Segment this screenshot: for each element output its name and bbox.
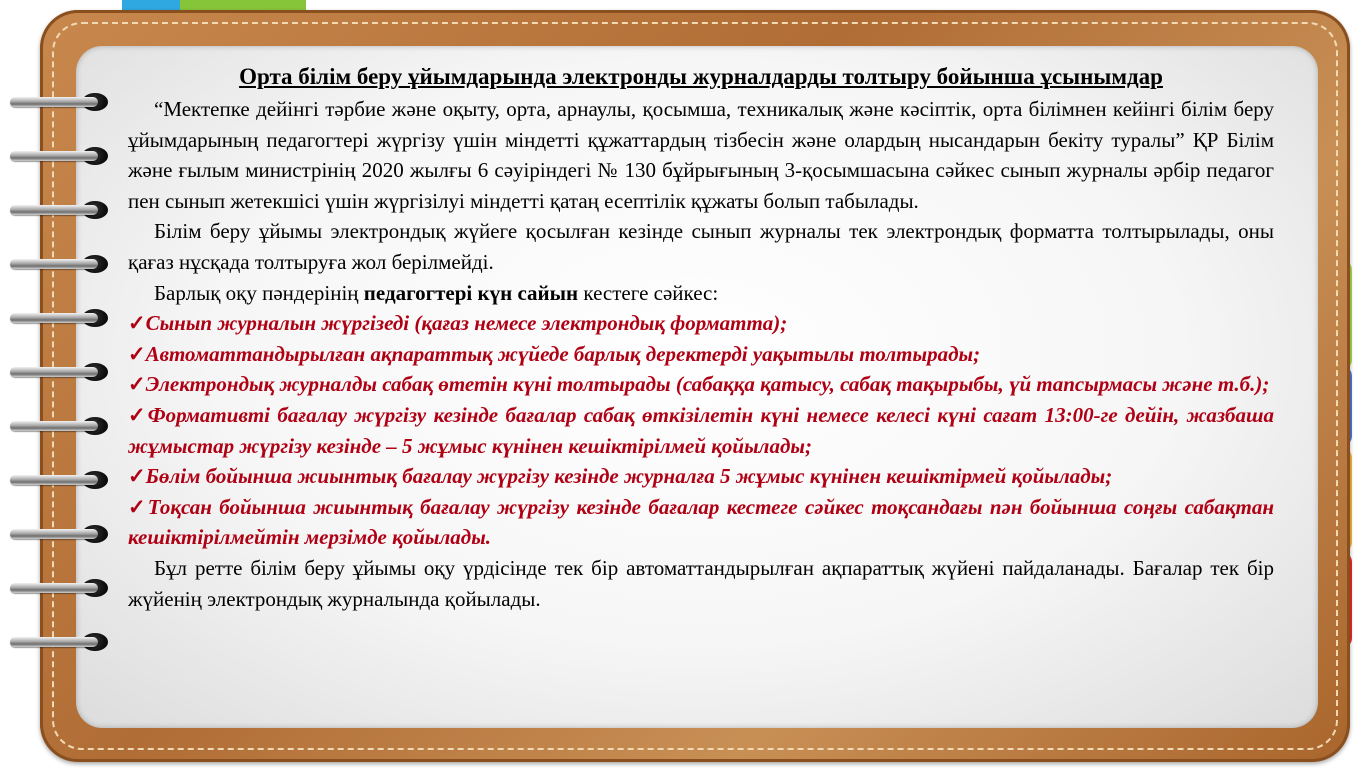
ring-wire [10, 637, 98, 647]
checklist-item-text: Сынып журналын жүргізеді (қағаз немесе электрондық форматта); [145, 311, 788, 336]
binding-ring [10, 254, 106, 274]
paragraph-electronic-format: Білім беру ұйымы электрондық жүйеге қосылған кезінде сынып журналы тек электрондық форматта толтырылады, оны қағаз нұсқада толтыруға жол берілмейді. [128, 219, 1274, 274]
emphasis-text: педагогтері күн сайын [363, 280, 579, 305]
checklist-item-text: Электрондық журналды сабақ өтетін күні толтырады (сабаққа қатысу, сабақ тақырыбы, үй тапсырмасы және т.б.); [145, 372, 1270, 397]
binding-ring [10, 200, 106, 220]
binding-ring [10, 416, 106, 436]
checklist-item-text: Бөлім бойынша жиынтық бағалау жүргізу кезінде журналға 5 жұмыс күнінен кешіктірмей қойылады; [145, 464, 1113, 489]
checklist-item [128, 492, 1274, 553]
ring-wire [10, 97, 98, 107]
checklist [128, 308, 1274, 553]
binding-ring [10, 92, 106, 112]
checklist-item-text: Автоматтандырылған ақпараттық жүйеде барлық деректерді уақытылы толтырады; [145, 341, 981, 366]
paragraph-text-after: кестеге сәйкес: [578, 280, 719, 305]
document-title: Орта білім беру ұйымдарында электронды журналдарды толтыру бойынша ұсынымдар [239, 64, 1163, 89]
checklist-item [128, 308, 1274, 339]
ring-wire [10, 367, 98, 377]
paragraph-intro: “Мектепке дейінгі тәрбие және оқыту, орта, арнаулы, қосымша, техникалық және кәсіптік, орта білімнен кейінгі білім беру ұйымдарының педагогтері жүргізу үшін міндетті құжаттардың тізбесін және олардың нысандарын бекіту туралы” ҚР Білім және ғылым министрінің 2020 жылғы 6 сәуіріндегі № 130 бұйрығының 3-қосымшасына сәйкес сынып журналы әрбір педагог пен сынып жетекшісі үшін жүргізілуі міндетті қатаң есептілік құжаты болып табылады. [128, 97, 1274, 213]
binding-ring [10, 524, 106, 544]
checkmark-icon: ✓ [128, 311, 146, 336]
checklist-item-text: Тоқсан бойынша жиынтық бағалау жүргізу кезінде бағалар кестеге сәйкес тоқсандағы пән бойынша соңғы сабақтан кешіктірілмейтін мерзімде қойылады. [128, 494, 1274, 550]
document-body [128, 62, 1274, 614]
ring-wire [10, 313, 98, 323]
ring-wire [10, 259, 98, 269]
paragraph-single-system: Бұл ретте білім беру ұйымы оқу үрдісінде тек бір автоматтандырылған ақпараттық жүйені пайдаланады. Бағалар тек бір жүйенің электрондық журналында қойылады. [128, 555, 1274, 611]
ring-wire [10, 475, 98, 485]
checklist-item [128, 369, 1274, 400]
binding-ring [10, 308, 106, 328]
binding-ring [10, 470, 106, 490]
binding-ring [10, 632, 106, 652]
checkmark-icon: ✓ [128, 341, 146, 366]
ring-wire [10, 205, 98, 215]
paragraph-teachers-daily [128, 278, 1274, 309]
checklist-item [128, 339, 1274, 370]
binding-ring [10, 578, 106, 598]
checklist-item [128, 400, 1274, 461]
checklist-item-text: Формативті бағалау жүргізу кезінде бағалар сабақ өткізілетін күні немесе келесі күні сағат 13:00-ге дейін, жазбаша жұмыстар жүргізу кезінде – 5 жұмыс күнінен кешіктірілмей қойылады; [128, 402, 1274, 458]
checklist-item [128, 461, 1274, 492]
binding-ring [10, 146, 106, 166]
paragraph-text-before: Барлық оқу пәндерінің [154, 280, 364, 305]
checkmark-icon: ✓ [128, 494, 148, 519]
ring-wire [10, 529, 98, 539]
ring-wire [10, 151, 98, 161]
ring-wire [10, 421, 98, 431]
checkmark-icon: ✓ [128, 372, 146, 397]
binding-ring [10, 362, 106, 382]
checkmark-icon: ✓ [128, 402, 148, 427]
ring-wire [10, 583, 98, 593]
checkmark-icon: ✓ [128, 464, 146, 489]
